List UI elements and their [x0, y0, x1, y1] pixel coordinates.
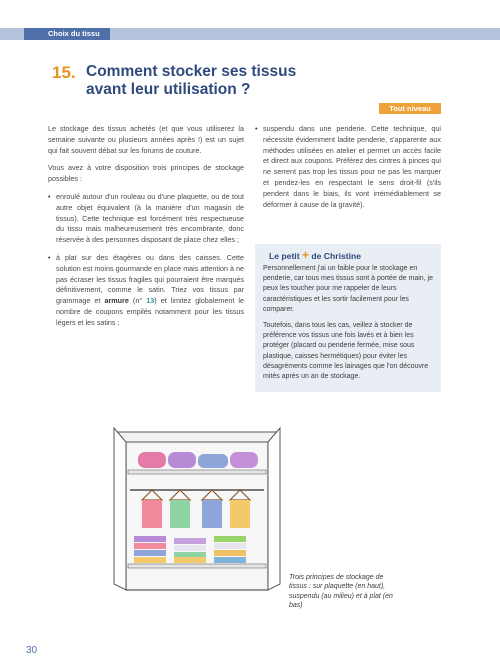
- chapter-title-line2: avant leur utilisation ?: [86, 81, 251, 98]
- bullet-text: (n°: [128, 296, 147, 306]
- tip-paragraph: Personnellement j'ai un faible pour le stockage en penderie, car tous mes tissus sont à portée de main, je peux les toucher pour me rappeler de leurs caractéristiques et les sortir facilement pour les comparer.: [263, 265, 434, 313]
- page-number: 30: [26, 645, 38, 656]
- tip-heading-text: de Christine: [311, 251, 362, 261]
- tip-body: [263, 264, 437, 388]
- tip-heading-text: Le petit: [269, 251, 300, 261]
- wardrobe-illustration: [112, 424, 282, 592]
- tip-box: [255, 244, 441, 392]
- bullet-text: ) et limitez globalement le nombre de coupons empilés notamment pour les tissus légers et les satins ;: [56, 296, 245, 327]
- paragraph: Le stockage des tissus achetés (et que vous utiliserez la semaine suivante ou plusieurs années après !) est un sujet qui fait souvent débat sur les forums de couture.: [48, 124, 244, 155]
- bullet-item: [48, 253, 244, 329]
- fabric-roll: [230, 452, 258, 468]
- tip-paragraph: Toutefois, dans tous les cas, veillez à stocker de préférence vos tissus une fois lavés et à bien les protéger (placard ou penderie fermée, mise sous plastique, caisses hermétiques) pour éviter les désagréments comme les lainages que l'on découvre mités après un an de stockage.: [263, 322, 429, 381]
- figure-caption: Trois principes de stockage de tissus : sur plaquette (en haut), suspendu (au milieu) et à plat (en bas): [289, 574, 393, 610]
- plus-icon: +: [301, 248, 309, 262]
- bullet-item: • suspendu dans une penderie. Cette technique, qui nécessite évidemment ladite penderie, s'apparente aux méthodes utilisées en atelier et permet un accès facile et direct aux coupons. Préférez des cintres à pinces qui ne serrent pas trop les tissus pour ne pas les marquer et pendez-les en respectant le sens droit-fil (s'ils pendent dans le biais, ils vont irrémédiablement se déformer à cause de la gravité).: [255, 124, 441, 210]
- bullet-item: • enroulé autour d'un rouleau ou d'une plaquette, ou de tout autre objet équivalent (à la manière d'un magasin de tissus). Cette technique est forcément très respectueuse du tissu mais malheureusement très encombrante, donc réservée à des personnes disposant de place chez elles ;: [48, 192, 244, 246]
- left-column: [48, 124, 244, 336]
- chapter-number: 15.: [52, 63, 76, 82]
- chapter-title-line1: Comment stocker ses tissus: [86, 63, 297, 80]
- keyword-armure: armure: [104, 296, 129, 306]
- tip-heading: [269, 248, 361, 262]
- fabric-roll: [138, 452, 166, 468]
- fabric-roll: [198, 454, 228, 468]
- cross-reference-link[interactable]: 13: [146, 296, 155, 306]
- level-badge: Tout niveau: [379, 103, 441, 114]
- section-label: Choix du tissu: [24, 28, 110, 40]
- bullet-text: à plat sur des étagères ou dans des caisses. Cette solution est moins gourmande en place mais attention à ne pas écraser les tissus fragiles qui pourraient être marqués définitivement, comme le satin. Triez vos tissus par grammage et: [56, 252, 244, 306]
- chapter-title: [86, 63, 386, 99]
- paragraph: Vous avez à votre disposition trois principes de stockage possibles :: [48, 163, 244, 184]
- right-column: [255, 124, 441, 217]
- fabric-roll: [168, 452, 196, 468]
- header-band: [0, 28, 500, 40]
